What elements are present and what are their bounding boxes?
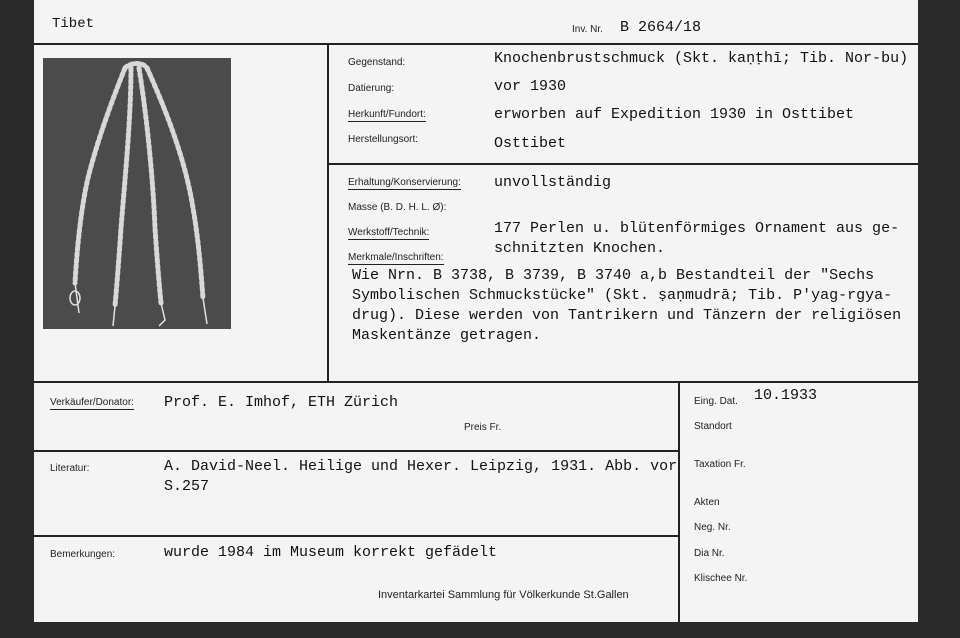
akten-label: Akten (694, 497, 720, 508)
bemerkungen-value: wurde 1984 im Museum korrekt gefädelt (164, 544, 498, 561)
bone-bead-necklace-photo (43, 58, 231, 329)
werkstoff-line1: 177 Perlen u. blütenförmiges Ornament aus ge- (494, 220, 900, 237)
datierung-value: vor 1930 (494, 78, 567, 95)
herkunft-label: Herkunft/Fundort: (348, 109, 426, 120)
klischee-nr-label: Klischee Nr. (694, 573, 748, 584)
erhaltung-value: unvollständig (494, 174, 612, 191)
object-photo (43, 58, 231, 329)
taxation-label: Taxation Fr. (694, 459, 746, 470)
masse-label: Masse (B. D. H. L. Ø): (348, 202, 447, 213)
literatur-line1: A. David-Neel. Heilige und Hexer. Leipzig, 1931. Abb. vor (164, 458, 678, 475)
eing-dat-label: Eing. Dat. (694, 396, 738, 407)
standort-label: Standort (694, 421, 732, 432)
merkmale-line2: Symbolischen Schmuckstücke" (Skt. ṣaṇmudrā; Tib. P'yag-rgya- (352, 287, 893, 304)
verkaeufer-label (50, 397, 134, 408)
dia-nr-label: Dia Nr. (694, 548, 725, 559)
merkmale-label: Merkmale/Inschriften: (348, 252, 444, 263)
bemerkungen-label: Bemerkungen: (50, 549, 116, 560)
eing-dat-value: 10.1933 (754, 387, 818, 404)
inv-number-label: Inv. Nr. (572, 24, 603, 35)
gegenstand-label: Gegenstand: (348, 57, 406, 68)
literatur-line2: S.257 (164, 478, 210, 495)
merkmale-line3: drug). Diese werden von Tantrikern und Tänzern der religiösen (352, 307, 902, 324)
datierung-label: Datierung: (348, 83, 395, 94)
divider-top (34, 43, 918, 45)
herstellungsort-label: Herstellungsort: (348, 134, 419, 145)
werkstoff-label: Werkstoff/Technik: (348, 227, 430, 238)
preis-label: Preis Fr. (464, 422, 502, 433)
merkmale-line4: Maskentänze getragen. (352, 327, 542, 344)
inv-number: B 2664/18 (620, 19, 702, 36)
verkaeufer-label-text: Verkäufer/Donator: (50, 397, 134, 408)
divider-literatur (34, 535, 678, 537)
herstellungsort-value: Osttibet (494, 135, 567, 152)
gegenstand-value: Knochenbrustschmuck (Skt. kaṇṭhī; Tib. Nor-bu) (494, 50, 909, 67)
neg-nr-label: Neg. Nr. (694, 522, 731, 533)
verkaeufer-value: Prof. E. Imhof, ETH Zürich (164, 394, 399, 411)
merkmale-line1: Wie Nrn. B 3738, B 3739, B 3740 a,b Bestandteil der "Sechs (352, 267, 875, 284)
erhaltung-label: Erhaltung/Konservierung: (348, 177, 461, 188)
literatur-label: Literatur: (50, 463, 90, 474)
divider-verkaeufer (34, 450, 678, 452)
divider-right (678, 381, 680, 622)
divider-middle (34, 381, 918, 383)
region-text: Tibet (52, 16, 95, 32)
divider-fields (327, 163, 918, 165)
herkunft-value: erworben auf Expedition 1930 in Osttibet (494, 106, 855, 123)
card-footer: Inventarkartei Sammlung für Völkerkunde St.Gallen (378, 589, 629, 601)
divider-photo (327, 43, 329, 382)
werkstoff-line2: schnitzten Knochen. (494, 240, 666, 257)
inventory-card (34, 0, 918, 622)
